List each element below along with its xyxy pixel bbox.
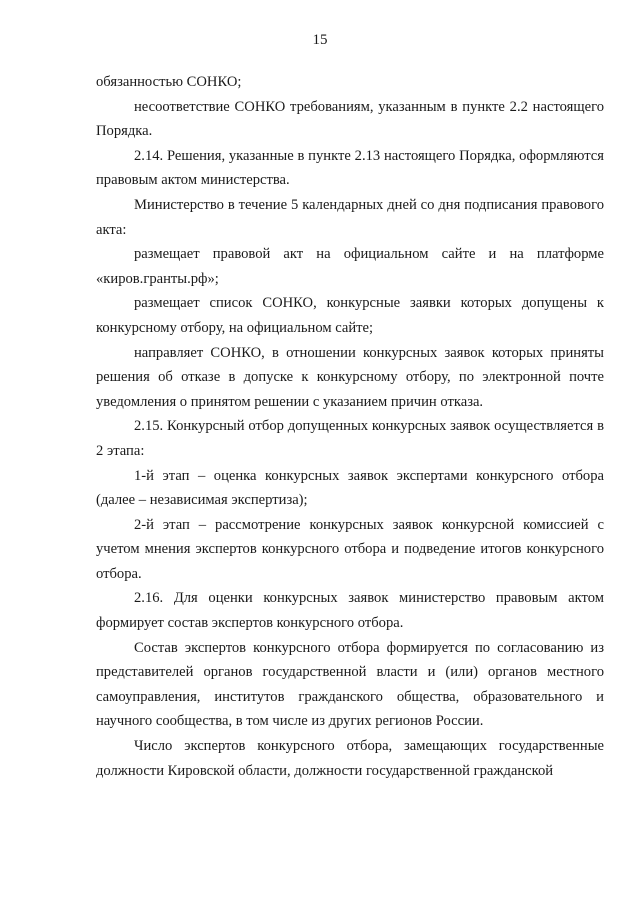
paragraph: направляет СОНКО, в отношении конкурсных заявок которых приняты решения об отказе в допуске к конкурсному отбору, по электронной почте уведомления о принятом решении с указанием причин отказа.	[96, 344, 604, 410]
document-body	[96, 70, 604, 783]
paragraph: 2.16. Для оценки конкурсных заявок министерство правовым актом формирует состав экспертов конкурсного отбора.	[96, 590, 604, 632]
paragraph: несоответствие СОНКО требованиям, указанным в пункте 2.2 настоящего Порядка.	[96, 98, 604, 140]
paragraph: 2-й этап – рассмотрение конкурсных заявок конкурсной комиссией с учетом мнения экспертов конкурсного отбора и подведение итогов конкурсного отбора.	[96, 516, 604, 582]
paragraph: Министерство в течение 5 календарных дней со дня подписания правового акта:	[96, 196, 604, 238]
paragraph: размещает правовой акт на официальном сайте и на платформе «киров.гранты.рф»;	[96, 246, 604, 287]
paragraph: Число экспертов конкурсного отбора, замещающих государственные должности Кировской области, должности государственной гражданской	[96, 738, 604, 779]
paragraph: 1-й этап – оценка конкурсных заявок экспертами конкурсного отбора (далее – независимая экспертиза);	[96, 467, 604, 509]
paragraph: 2.14. Решения, указанные в пункте 2.13 настоящего Порядка, оформляются правовым актом министерства.	[96, 147, 604, 189]
page-number: 15	[312, 32, 328, 48]
paragraph: Состав экспертов конкурсного отбора формируется по согласованию из представителей органов государственной власти и (или) органов местного самоуправления, институтов гражданского общества, образовательного и научного сообщества, в том числе из других регионов России.	[96, 639, 604, 730]
paragraph: 2.15. Конкурсный отбор допущенных конкурсных заявок осуществляется в 2 этапа:	[96, 418, 604, 459]
paragraph: обязанностью СОНКО;	[96, 74, 242, 90]
paragraph: размещает список СОНКО, конкурсные заявки которых допущены к конкурсному отбору, на официальном сайте;	[96, 295, 604, 336]
